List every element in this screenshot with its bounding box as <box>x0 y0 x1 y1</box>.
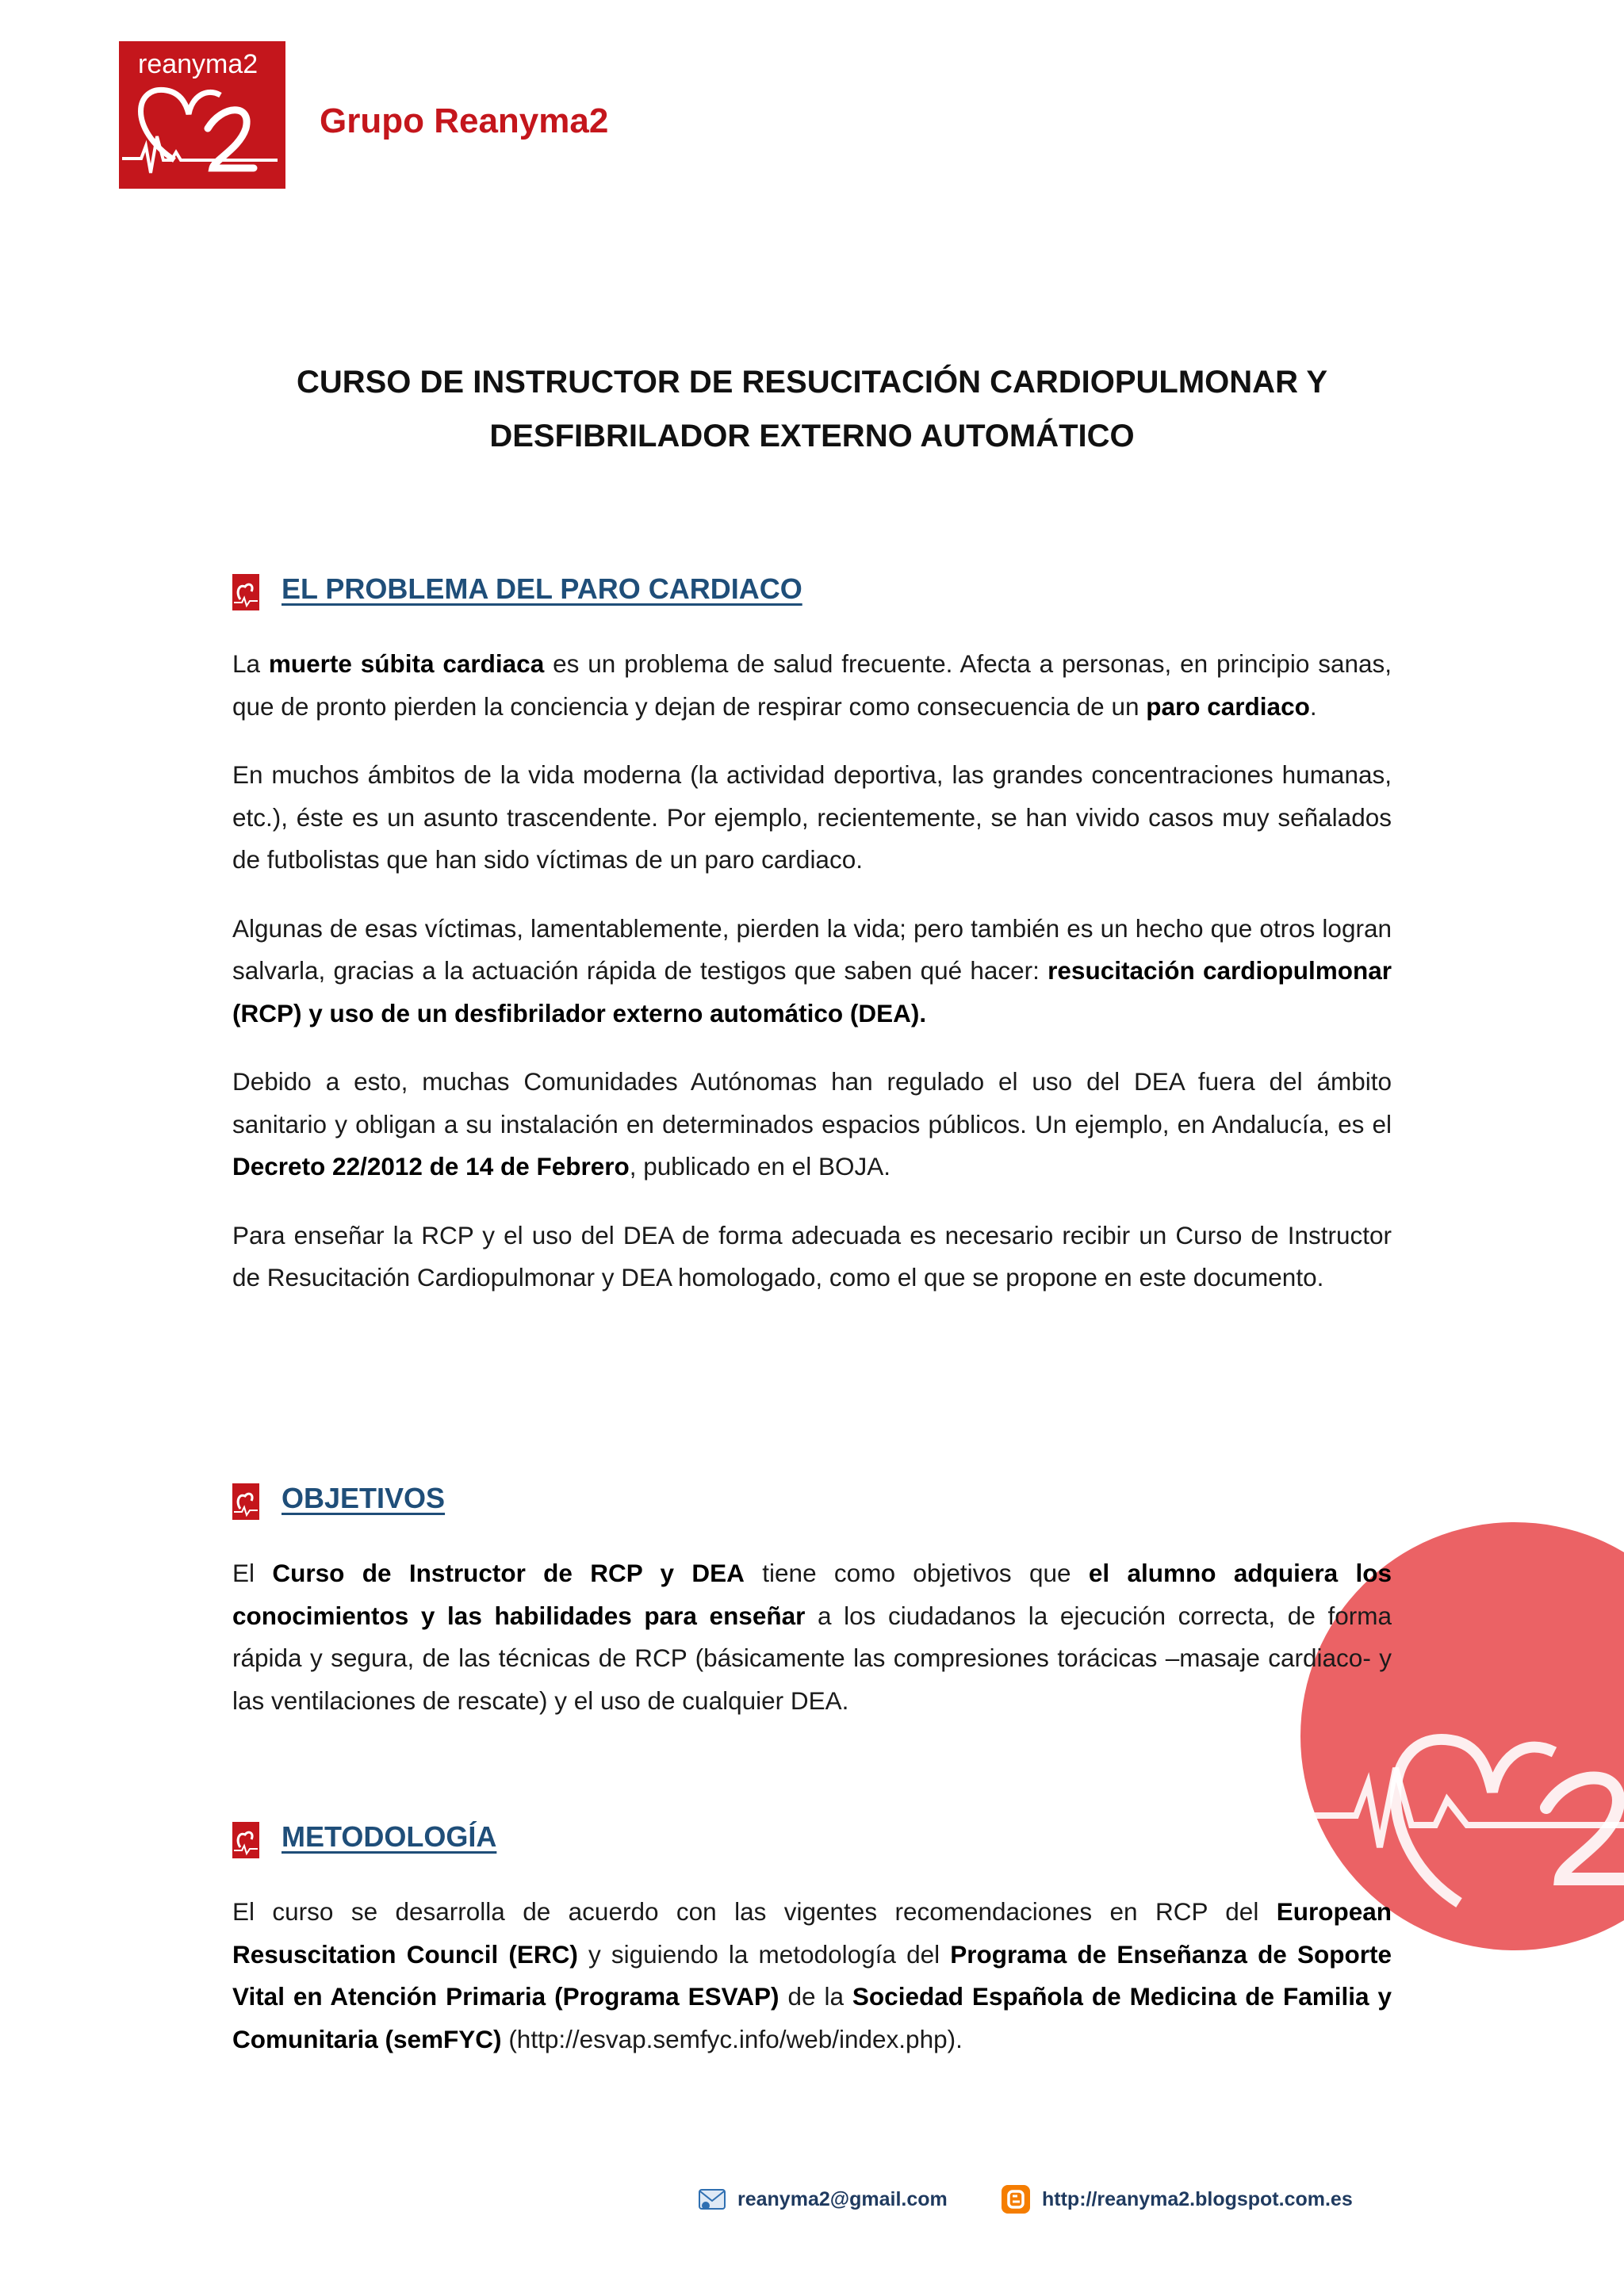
blog-link[interactable]: http://reanyma2.blogspot.com.es <box>1042 2187 1353 2210</box>
paragraph <box>232 1891 1392 2061</box>
paragraph <box>232 908 1392 1035</box>
brand-name: Grupo Reanyma2 <box>320 101 609 140</box>
bold-run: el alumno adquiera los conocimientos y las habilidades para enseñar <box>232 1559 1392 1630</box>
bold-run: European Resuscitation Council (ERC) <box>232 1897 1392 1969</box>
text-run: Algunas de esas víctimas, lamentablemente, pierden la vida; pero también es un hecho que otros logran salvarla, gracias a la actuación rápida de testigos que saben qué hacer: <box>232 913 1392 985</box>
section-objetivos <box>232 1477 1392 1722</box>
bold-run: paro cardiaco <box>1146 691 1310 721</box>
paragraph <box>232 1215 1392 1299</box>
section-bullet-icon <box>232 574 259 610</box>
text-run: (http://esvap.semfyc.info/web/index.php). <box>501 2024 963 2053</box>
paragraph <box>232 1061 1392 1188</box>
email-icon <box>698 2187 726 2212</box>
section-bullet-icon <box>232 1822 259 1858</box>
bold-run: Curso de Instructor de RCP y DEA <box>272 1559 745 1587</box>
text-run: El curso se desarrolla de acuerdo con las vigentes recomendaciones en RCP del <box>232 1897 1277 1926</box>
text-run: tiene como objetivos que <box>744 1559 1089 1587</box>
text-run: de la <box>779 1982 852 2011</box>
footer-email[interactable] <box>698 2183 948 2215</box>
text-run: . <box>1309 691 1317 721</box>
bold-run: Decreto 22/2012 de 14 de Febrero <box>232 1152 630 1181</box>
document-title <box>232 355 1392 463</box>
paragraph <box>232 643 1392 728</box>
section-heading <box>232 1477 1392 1525</box>
text-run: es un problema de salud frecuente. Afecta a personas, en principio sanas, que de pronto pierden la conciencia y dejan de respirar como consecuencia de un <box>232 649 1392 721</box>
section-heading-text: OBJETIVOS <box>282 1482 446 1514</box>
section-paro-cardiaco <box>232 568 1392 1299</box>
title-line-2: DESFIBRILADOR EXTERNO AUTOMÁTICO <box>489 419 1135 453</box>
blogger-icon <box>1001 2184 1031 2214</box>
text-run: a los ciudadanos la ejecución correcta, de forma rápida y segura, de las técnicas de RCP (básicamente las compresiones torácicas –masaje cardiaco- y las ventilaciones de rescate) y el uso de cualquier DEA. <box>232 1601 1392 1715</box>
section-heading-text: EL PROBLEMA DEL PARO CARDIACO <box>282 572 802 605</box>
text-run: La <box>232 649 269 678</box>
title-line-1: CURSO DE INSTRUCTOR DE RESUCITACIÓN CARDIOPULMONAR Y <box>296 365 1328 400</box>
text-run: y siguiendo la metodología del <box>577 1939 951 1969</box>
paragraph <box>232 754 1392 882</box>
section-heading <box>232 1816 1392 1863</box>
bold-run: Sociedad Española de Medicina de Familia y Comunitaria (semFYC) <box>232 1982 1392 2053</box>
section-heading <box>232 568 1392 615</box>
text-run: , publicado en el BOJA. <box>629 1152 891 1181</box>
section-bullet-icon <box>232 1483 259 1520</box>
text-run: Debido a esto, muchas Comunidades Autónomas han regulado el uso del DEA fuera del ámbito sanitario y obligan a su instalación en determinados espacios públicos. Un ejemplo, en Andalucía, es el <box>232 1067 1392 1138</box>
paragraph <box>232 1552 1392 1722</box>
bold-run: muerte súbita cardiaca <box>268 649 545 678</box>
reanyma2-logo <box>119 41 285 189</box>
footer-blog[interactable] <box>1001 2183 1353 2215</box>
email-link[interactable]: reanyma2@gmail.com <box>737 2187 948 2210</box>
section-metodologia <box>232 1816 1392 2061</box>
bold-run: Programa de Enseñanza de Soporte Vital en Atención Primaria (Programa ESVAP) <box>232 1939 1392 2011</box>
bold-run: resucitación cardiopulmonar (RCP) y uso de un desfibrilador externo automático (DEA). <box>232 956 1392 1027</box>
text-run: El <box>232 1559 273 1587</box>
text-run: Para enseñar la RCP y el uso del DEA de forma adecuada es necesario recibir un Curso de Instructor de Resucitación Cardiopulmonar y DEA homologado, como el que se propone en este documento. <box>232 1220 1392 1292</box>
section-heading-text: METODOLOGÍA <box>282 1820 497 1853</box>
logo-text: reanyma2 <box>138 49 259 79</box>
text-run: En muchos ámbitos de la vida moderna (la actividad deportiva, las grandes concentraciones humanas, etc.), éste es un asunto trascendente. Por ejemplo, recientemente, se han vivido casos muy señalados de futbolistas que han sido víctimas de un paro cardiaco. <box>232 760 1392 874</box>
